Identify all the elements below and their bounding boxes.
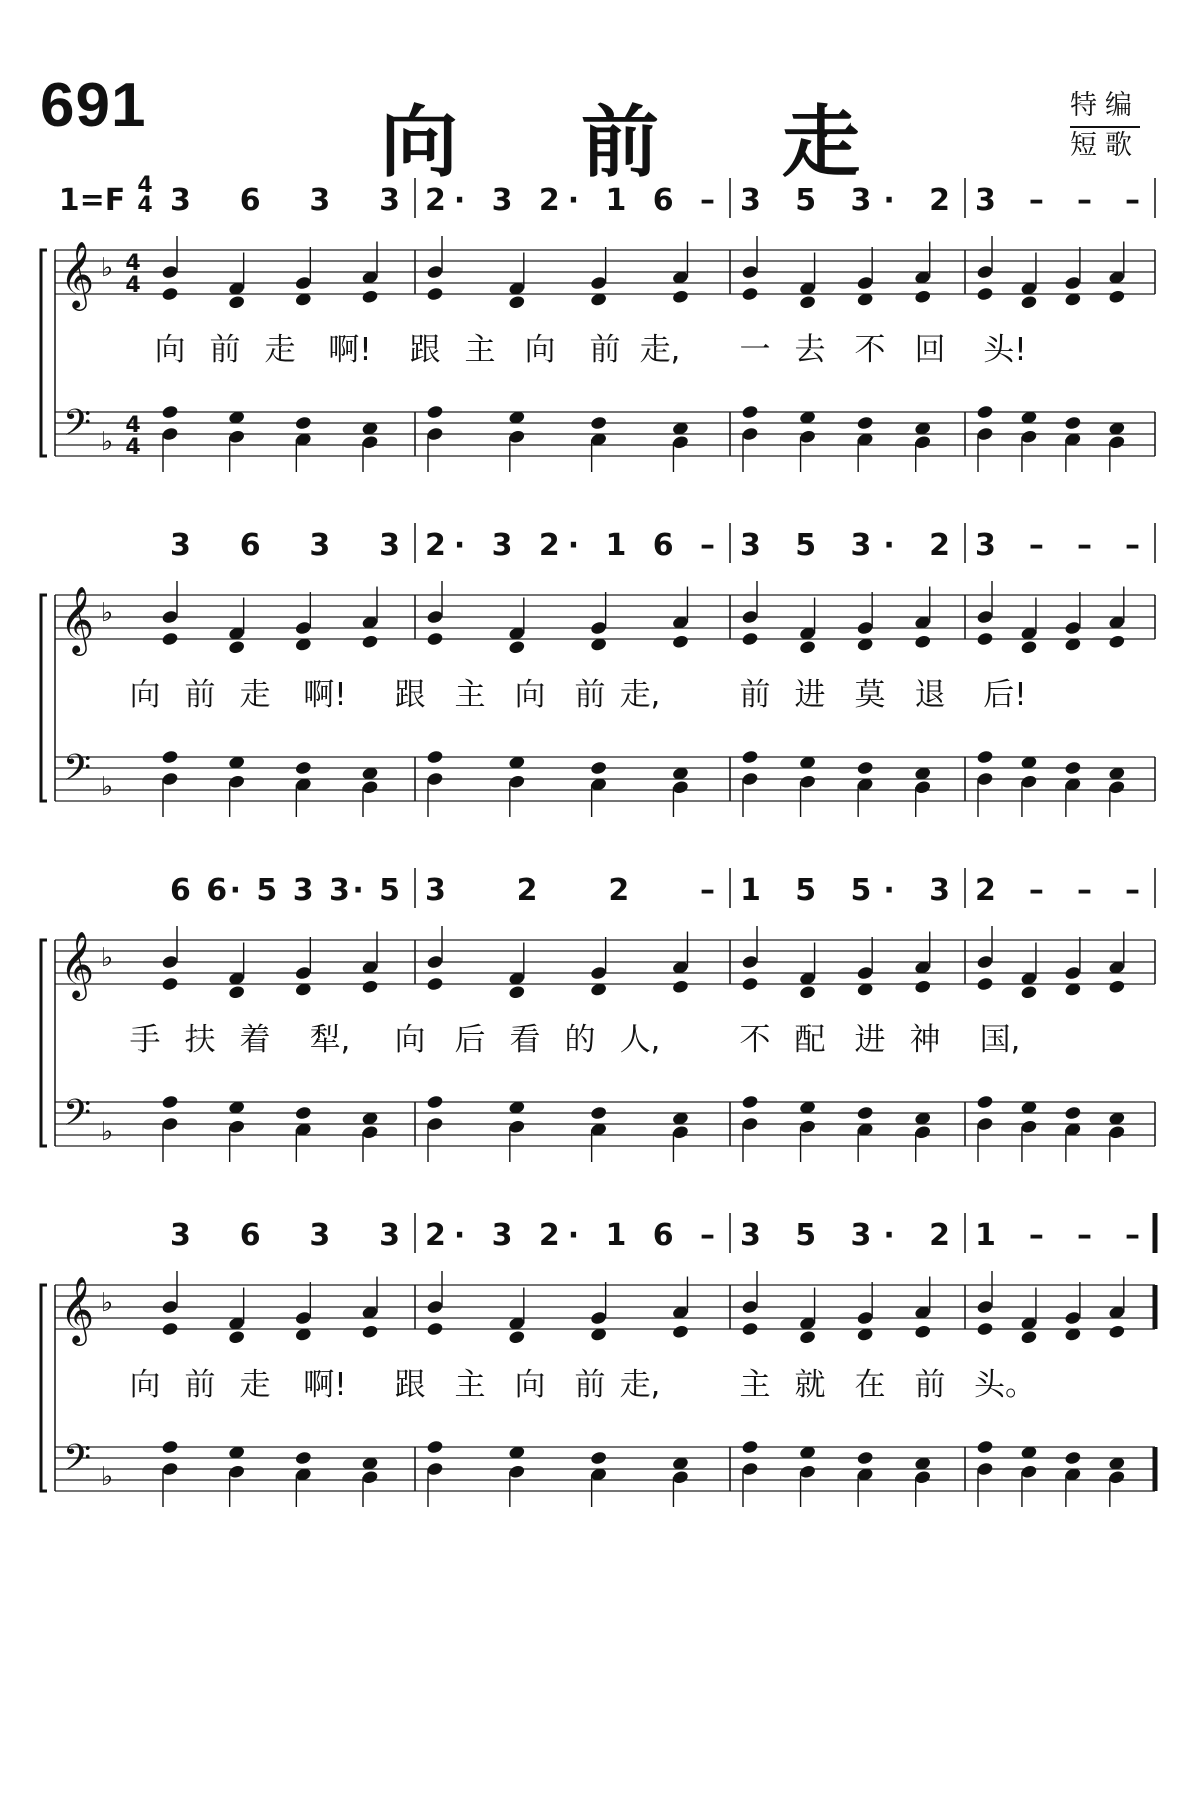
- treble-notehead: [1108, 1324, 1126, 1339]
- staff-time-sig-top: 4: [125, 413, 141, 438]
- treble-notehead: [294, 620, 312, 635]
- treble-notehead: [1020, 985, 1038, 1000]
- jianpu-measure: 2· 3 2· 1 6 –: [425, 183, 715, 218]
- treble-notehead: [426, 976, 444, 991]
- jianpu-measure: 3 5 3· 2: [740, 183, 950, 218]
- bass-notehead: [856, 415, 874, 430]
- treble-notehead: [294, 275, 312, 290]
- bass-notehead: [361, 1470, 379, 1485]
- lyric-syllable: 配: [794, 1022, 826, 1058]
- lyric-syllable: 前: [739, 677, 771, 713]
- jianpu-measure: 3 6 3 3: [170, 183, 400, 218]
- bass-notehead: [161, 1094, 179, 1109]
- jianpu-measure: 3 5 3· 2: [740, 528, 950, 563]
- treble-notehead: [856, 620, 874, 635]
- lyric-syllable: 走,: [619, 677, 661, 713]
- treble-notehead: [590, 965, 608, 980]
- bass-notehead: [508, 1464, 526, 1479]
- treble-notehead: [426, 954, 444, 969]
- treble-notehead: [426, 286, 444, 301]
- treble-notehead: [161, 1299, 179, 1314]
- bass-notehead: [426, 426, 444, 441]
- treble-notehead: [161, 1321, 179, 1336]
- treble-notehead: [161, 609, 179, 624]
- bass-clef: 𝄢: [62, 402, 92, 453]
- bass-notehead: [976, 771, 994, 786]
- treble-notehead: [294, 965, 312, 980]
- treble-notehead: [976, 954, 994, 969]
- time-sig-bottom: 4: [137, 193, 153, 218]
- staff-time-sig-bottom: 4: [125, 273, 141, 298]
- treble-notehead: [1020, 1330, 1038, 1345]
- bass-notehead: [228, 1464, 246, 1479]
- bass-notehead: [741, 404, 759, 419]
- bass-notehead: [508, 774, 526, 789]
- lyric-syllable: 向: [394, 1022, 426, 1058]
- bass-notehead: [508, 1119, 526, 1134]
- bass-notehead: [1020, 429, 1038, 444]
- lyric-syllable: 回: [914, 332, 946, 368]
- bass-notehead: [799, 1464, 817, 1479]
- bass-notehead: [976, 1116, 994, 1131]
- treble-notehead: [672, 289, 690, 304]
- treble-notehead: [590, 275, 608, 290]
- lyric-syllable: 神: [909, 1022, 941, 1058]
- treble-notehead: [914, 1324, 932, 1339]
- lyric-syllable: 不: [739, 1022, 771, 1058]
- lyric-syllable: 的: [564, 1022, 596, 1058]
- lyric-syllable: 啊!: [303, 1367, 347, 1403]
- bass-notehead: [976, 426, 994, 441]
- treble-notehead: [914, 979, 932, 994]
- treble-notehead: [799, 640, 817, 655]
- treble-notehead: [856, 965, 874, 980]
- lyric-syllable: 进: [854, 1022, 886, 1058]
- bass-notehead: [976, 1094, 994, 1109]
- bass-notehead: [914, 780, 932, 795]
- treble-notehead: [741, 286, 759, 301]
- bass-notehead: [672, 435, 690, 450]
- lyric-syllable: 前: [184, 1367, 216, 1403]
- treble-clef: 𝄞: [59, 585, 95, 653]
- lyric-syllable: 走: [264, 332, 296, 368]
- treble-notehead: [161, 286, 179, 301]
- jianpu-measure: 3 2 2 –: [425, 873, 715, 908]
- lyric-syllable: 走: [239, 1367, 271, 1403]
- bass-clef: 𝄢: [62, 1437, 92, 1488]
- bass-notehead: [228, 429, 246, 444]
- bass-notehead: [1108, 1470, 1126, 1485]
- treble-notehead: [976, 1321, 994, 1336]
- lyric-syllable: 前: [574, 1367, 606, 1403]
- treble-notehead: [590, 620, 608, 635]
- bass-notehead: [976, 1461, 994, 1476]
- lyric-syllable: 一: [739, 332, 771, 368]
- hymn-number: 691: [40, 71, 147, 140]
- lyric-syllable: 啊!: [328, 332, 372, 368]
- bass-notehead: [799, 774, 817, 789]
- treble-notehead: [426, 631, 444, 646]
- bass-notehead: [672, 1470, 690, 1485]
- lyric-syllable: 就: [794, 1367, 826, 1403]
- bass-notehead: [1020, 774, 1038, 789]
- treble-notehead: [161, 976, 179, 991]
- treble-notehead: [672, 979, 690, 994]
- bass-notehead: [294, 415, 312, 430]
- bass-notehead: [590, 760, 608, 775]
- treble-notehead: [161, 954, 179, 969]
- lyric-syllable: 向: [514, 677, 546, 713]
- treble-notehead: [228, 640, 246, 655]
- bass-notehead: [508, 429, 526, 444]
- treble-notehead: [1064, 1310, 1082, 1325]
- bass-notehead: [1064, 760, 1082, 775]
- bass-notehead: [294, 1105, 312, 1120]
- treble-notehead: [426, 1321, 444, 1336]
- key-flat: ♭: [100, 1117, 114, 1147]
- key-flat: ♭: [100, 427, 114, 457]
- treble-notehead: [976, 286, 994, 301]
- jianpu-measure: 3 – – –: [975, 528, 1140, 563]
- key-flat: ♭: [100, 943, 114, 973]
- bass-notehead: [914, 435, 932, 450]
- lyric-syllable: 跟: [394, 677, 426, 713]
- treble-clef: 𝄞: [59, 1275, 95, 1343]
- key-flat: ♭: [100, 1288, 114, 1318]
- treble-notehead: [1108, 634, 1126, 649]
- lyric-syllable: 前: [914, 1367, 946, 1403]
- treble-notehead: [361, 289, 379, 304]
- bass-notehead: [426, 404, 444, 419]
- lyric-syllable: 前: [184, 677, 216, 713]
- jianpu-measure: 1 5 5· 3: [740, 873, 950, 908]
- lyric-syllable: 主: [739, 1367, 771, 1403]
- lyric-syllable: 走: [239, 677, 271, 713]
- bass-notehead: [228, 1119, 246, 1134]
- jianpu-measure: 2 – – –: [975, 873, 1140, 908]
- treble-notehead: [1020, 640, 1038, 655]
- bass-notehead: [161, 1439, 179, 1454]
- bass-notehead: [1064, 1450, 1082, 1465]
- treble-notehead: [741, 631, 759, 646]
- lyric-syllable: 在: [854, 1367, 886, 1403]
- treble-notehead: [508, 1330, 526, 1345]
- bass-clef: 𝄢: [62, 1092, 92, 1143]
- lyric-syllable: 主: [454, 677, 486, 713]
- time-sig-top: 4: [137, 173, 153, 198]
- title-char: 走: [781, 97, 860, 188]
- system-bracket: [41, 1285, 47, 1491]
- treble-notehead: [741, 954, 759, 969]
- treble-notehead: [799, 985, 817, 1000]
- jianpu-measure: 1 – – –: [975, 1218, 1140, 1253]
- treble-notehead: [508, 295, 526, 310]
- lyric-syllable: 国,: [979, 1022, 1021, 1058]
- treble-notehead: [741, 264, 759, 279]
- lyric-syllable: 犁,: [309, 1022, 351, 1058]
- treble-notehead: [741, 609, 759, 624]
- jianpu-measure: 6 6· 5 3 3· 5: [170, 873, 400, 908]
- treble-notehead: [161, 631, 179, 646]
- lyric-syllable: 主: [464, 332, 496, 368]
- treble-notehead: [426, 609, 444, 624]
- bass-notehead: [976, 1439, 994, 1454]
- treble-notehead: [1108, 289, 1126, 304]
- title-char: 前: [580, 97, 659, 188]
- bass-notehead: [856, 1450, 874, 1465]
- treble-notehead: [741, 1299, 759, 1314]
- bass-notehead: [426, 1439, 444, 1454]
- treble-notehead: [976, 631, 994, 646]
- bass-notehead: [856, 760, 874, 775]
- bass-notehead: [590, 1450, 608, 1465]
- bass-notehead: [1064, 415, 1082, 430]
- lyric-syllable: 不: [854, 332, 886, 368]
- jianpu-measure: 3 5 3· 2: [740, 1218, 950, 1253]
- lyric-syllable: 向: [514, 1367, 546, 1403]
- treble-notehead: [590, 1310, 608, 1325]
- lyric-syllable: 跟: [409, 332, 441, 368]
- bass-notehead: [161, 749, 179, 764]
- bass-clef: 𝄢: [62, 747, 92, 798]
- treble-notehead: [1108, 979, 1126, 994]
- jianpu-measure: 3 6 3 3: [170, 1218, 400, 1253]
- bass-notehead: [361, 435, 379, 450]
- bass-notehead: [914, 1125, 932, 1140]
- system-bracket: [41, 940, 47, 1146]
- lyric-syllable: 后: [454, 1022, 486, 1058]
- treble-notehead: [1064, 965, 1082, 980]
- treble-notehead: [508, 640, 526, 655]
- bass-notehead: [590, 1105, 608, 1120]
- system-bracket: [41, 250, 47, 456]
- lyric-syllable: 头!: [983, 332, 1027, 368]
- lyric-syllable: 手: [129, 1022, 161, 1058]
- lyric-syllable: 向: [154, 332, 186, 368]
- lyric-syllable: 去: [794, 332, 826, 368]
- lyric-syllable: 后!: [983, 677, 1027, 713]
- bass-notehead: [1064, 1105, 1082, 1120]
- key-signature: 1=F: [58, 183, 126, 218]
- treble-notehead: [856, 1310, 874, 1325]
- bass-notehead: [976, 749, 994, 764]
- treble-notehead: [672, 634, 690, 649]
- bass-notehead: [1108, 780, 1126, 795]
- bass-notehead: [161, 1461, 179, 1476]
- bass-notehead: [161, 404, 179, 419]
- treble-notehead: [799, 1330, 817, 1345]
- bass-notehead: [161, 771, 179, 786]
- bass-notehead: [741, 1439, 759, 1454]
- treble-notehead: [508, 985, 526, 1000]
- treble-notehead: [741, 976, 759, 991]
- treble-notehead: [799, 295, 817, 310]
- lyric-syllable: 前: [589, 332, 621, 368]
- bass-notehead: [741, 1461, 759, 1476]
- lyric-syllable: 向: [524, 332, 556, 368]
- bass-notehead: [1020, 1119, 1038, 1134]
- jianpu-measure: 2· 3 2· 1 6 –: [425, 528, 715, 563]
- bass-notehead: [1020, 1464, 1038, 1479]
- key-flat: ♭: [100, 1462, 114, 1492]
- lyric-syllable: 头。: [974, 1367, 1036, 1403]
- bass-notehead: [741, 426, 759, 441]
- bass-notehead: [161, 1116, 179, 1131]
- treble-notehead: [672, 1324, 690, 1339]
- bass-notehead: [741, 749, 759, 764]
- treble-notehead: [741, 1321, 759, 1336]
- lyric-syllable: 着: [239, 1022, 271, 1058]
- staff-time-sig-bottom: 4: [125, 435, 141, 460]
- bass-notehead: [426, 749, 444, 764]
- bass-notehead: [228, 774, 246, 789]
- treble-clef: 𝄞: [59, 240, 95, 308]
- bass-notehead: [361, 780, 379, 795]
- bass-notehead: [426, 1116, 444, 1131]
- bass-notehead: [856, 1105, 874, 1120]
- lyric-syllable: 进: [794, 677, 826, 713]
- treble-notehead: [976, 1299, 994, 1314]
- lyric-syllable: 向: [129, 677, 161, 713]
- bass-notehead: [741, 1094, 759, 1109]
- treble-notehead: [426, 264, 444, 279]
- key-flat: ♭: [100, 772, 114, 802]
- bass-notehead: [672, 780, 690, 795]
- bass-notehead: [426, 771, 444, 786]
- bass-notehead: [426, 1461, 444, 1476]
- title-char: 向: [380, 97, 459, 188]
- lyric-syllable: 主: [454, 1367, 486, 1403]
- treble-notehead: [976, 976, 994, 991]
- treble-notehead: [228, 1330, 246, 1345]
- bass-notehead: [741, 771, 759, 786]
- bass-notehead: [1108, 1125, 1126, 1140]
- lyric-syllable: 前: [574, 677, 606, 713]
- jianpu-measure: 2· 3 2· 1 6 –: [425, 1218, 715, 1253]
- treble-notehead: [914, 289, 932, 304]
- treble-notehead: [361, 634, 379, 649]
- treble-notehead: [228, 985, 246, 1000]
- bass-notehead: [426, 1094, 444, 1109]
- lyric-syllable: 人,: [619, 1022, 661, 1058]
- treble-notehead: [294, 1310, 312, 1325]
- attribution-line: 短歌: [1070, 130, 1140, 161]
- lyric-syllable: 啊!: [303, 677, 347, 713]
- treble-notehead: [361, 979, 379, 994]
- treble-notehead: [1064, 620, 1082, 635]
- jianpu-measure: 3 6 3 3: [170, 528, 400, 563]
- lyric-syllable: 扶: [184, 1022, 216, 1058]
- treble-notehead: [976, 264, 994, 279]
- bass-notehead: [161, 426, 179, 441]
- lyric-syllable: 退: [914, 677, 946, 713]
- treble-notehead: [1064, 275, 1082, 290]
- treble-notehead: [361, 1324, 379, 1339]
- bass-notehead: [741, 1116, 759, 1131]
- lyric-syllable: 走,: [639, 332, 681, 368]
- lyric-syllable: 向: [129, 1367, 161, 1403]
- bass-notehead: [294, 760, 312, 775]
- bass-notehead: [799, 1119, 817, 1134]
- bass-notehead: [1108, 435, 1126, 450]
- lyric-syllable: 看: [509, 1022, 541, 1058]
- key-flat: ♭: [100, 598, 114, 628]
- treble-notehead: [976, 609, 994, 624]
- treble-notehead: [228, 295, 246, 310]
- lyric-syllable: 莫: [854, 677, 886, 713]
- treble-notehead: [914, 634, 932, 649]
- treble-notehead: [161, 264, 179, 279]
- bass-notehead: [590, 415, 608, 430]
- bass-notehead: [799, 429, 817, 444]
- treble-notehead: [856, 275, 874, 290]
- system-bracket: [41, 595, 47, 801]
- lyric-syllable: 走,: [619, 1367, 661, 1403]
- lyric-syllable: 前: [209, 332, 241, 368]
- bass-notehead: [914, 1470, 932, 1485]
- lyric-syllable: 跟: [394, 1367, 426, 1403]
- staff-time-sig-top: 4: [125, 251, 141, 276]
- bass-notehead: [294, 1450, 312, 1465]
- treble-notehead: [426, 1299, 444, 1314]
- bass-notehead: [361, 1125, 379, 1140]
- attribution-line: 特编: [1070, 88, 1140, 128]
- jianpu-measure: 3 – – –: [975, 183, 1140, 218]
- key-flat: ♭: [100, 253, 114, 283]
- bass-notehead: [976, 404, 994, 419]
- treble-clef: 𝄞: [59, 930, 95, 998]
- treble-notehead: [1020, 295, 1038, 310]
- bass-notehead: [672, 1125, 690, 1140]
